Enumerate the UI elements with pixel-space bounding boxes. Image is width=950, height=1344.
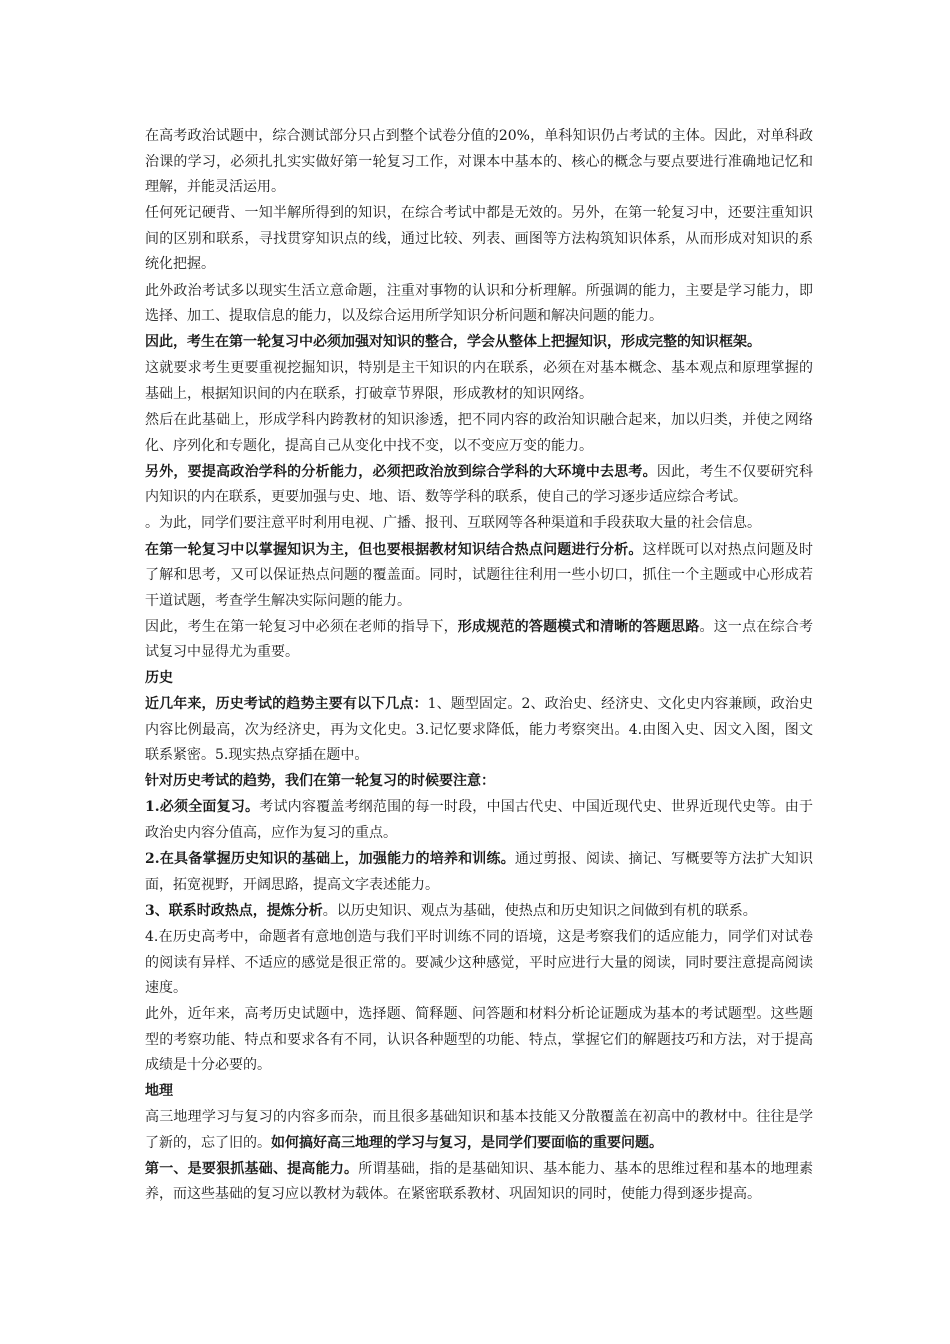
history-paragraph-4-text: 通过剪报、阅读、摘记、写概要等方法扩大知识面，拓宽视野，开阔思路，提高文字表述能力。	[145, 851, 813, 893]
document-body	[145, 124, 813, 1208]
politics-paragraph-10	[145, 615, 813, 666]
politics-paragraph-3: 此外政治考试多以现实生活立意命题，注重对事物的认识和分析理解。所强调的能力，主要是学习能力，即选择、加工、提取信息的能力，以及综合运用所学知识分析问题和解决问题的能力。	[145, 282, 813, 325]
politics-paragraph-9-bold: 在第一轮复习中以掌握知识为主，但也要根据教材知识结合热点问题进行分析。	[145, 541, 643, 558]
politics-paragraph-2: 任何死记硬背、一知半解所得到的知识，在综合考试中都是无效的。另外，在第一轮复习中，还要注重知识间的区别和联系，寻找贯穿知识点的线，通过比较、列表、画图等方法构筑知识体系，从而形成对知识的系统化把握。	[145, 205, 813, 273]
politics-paragraph-5: 这就要求考生更要重视挖掘知识，特别是主干知识的内在联系，必须在对基本概念、基本观点和原理掌握的基础上，根据知识间的内在联系，打破章节界限，形成教材的知识网络。	[145, 360, 813, 402]
history-paragraph-1-text: 1、题型固定。2、政治史、经济史、文化史内容兼顾，政治史内容比例最高，次为经济史，再为文化史。3.记忆要求降低，能力考察突出。4.由图入史、因文入图，图文联系紧密。5.现实热点穿插在题中。	[145, 696, 813, 764]
politics-paragraph-7-bold: 另外，要提高政治学科的分析能力，必须把政治放到综合学科的大环境中去思考。	[145, 463, 657, 480]
geography-paragraph-1	[145, 1105, 813, 1156]
history-paragraph-4	[145, 847, 813, 898]
politics-paragraph-4-bold: 因此，考生在第一轮复习中必须加强对知识的整合，学会从整体上把握知识，形成完整的知识框架。	[145, 334, 761, 351]
politics-paragraph-10-text-a: 因此，考生在第一轮复习中必须在老师的指导下，	[145, 618, 458, 635]
history-heading: 历史	[145, 670, 173, 687]
geography-heading: 地理	[145, 1083, 173, 1100]
geography-paragraph-2-bold: 第一、是要狠抓基础、提高能力。	[145, 1160, 359, 1177]
politics-paragraph-9	[145, 538, 813, 615]
history-paragraph-2	[145, 769, 813, 795]
history-paragraph-1	[145, 692, 813, 769]
geography-paragraph-2-text: 所谓基础，指的是基础知识、基本能力、基本的思维过程和基本的地理素养，而这些基础的复习应以教材为载体。在紧密联系教材、巩固知识的同时，使能力得到逐步提高。	[145, 1160, 814, 1203]
politics-paragraph-4	[145, 330, 813, 356]
history-paragraph-5-bold: 3、联系时政热点，提炼分析	[145, 902, 323, 919]
history-paragraph-5	[145, 899, 813, 925]
politics-paragraph-1: 在高考政治试题中，综合测试部分只占到整个试卷分值的20%，单科知识仍占考试的主体。因此，对单科政治课的学习，必须扎扎实实做好第一轮复习工作，对课本中基本的、核心的概念与要点要进行准确地记忆和理解，并能灵活运用。	[145, 128, 813, 196]
history-paragraph-5-text: 。以历史知识、观点为基础，使热点和历史知识之间做到有机的联系。	[322, 902, 757, 919]
politics-paragraph-10-text-b: 。这一点在综合考试复习中显得尤为重要。	[145, 618, 814, 661]
politics-paragraph-7-text: 因此，考生不仅要研究科内知识的内在联系，更要加强与史、地、语、数等学科的联系，使自己的学习逐步适应综合考试。	[145, 463, 814, 506]
politics-paragraph-10-bold: 形成规范的答题模式和清晰的答题思路	[457, 618, 700, 635]
history-paragraph-3	[145, 795, 813, 846]
history-paragraph-3-bold: 1.必须全面复习。	[145, 799, 260, 816]
geography-paragraph-2	[145, 1157, 813, 1208]
history-paragraph-6: 4.在历史高考中，命题者有意地创造与我们平时训练不同的语境，这是考察我们的适应能力，同学们对试卷的阅读有异样、不适应的感觉是很正常的。要减少这种感觉，平时应进行大量的阅读，同时要注意提高阅读速度。	[145, 928, 813, 997]
geography-paragraph-1-text: 高三地理学习与复习的内容多而杂，而且很多基础知识和基本技能又分散覆盖在初高中的教材中。往往是学了新的，忘了旧的。	[145, 1109, 813, 1151]
history-paragraph-3-text: 考试内容覆盖考纲范围的每一时段，中国古代史、中国近现代史、世界近现代史等。由于政治史内容分值高，应作为复习的重点。	[145, 799, 813, 842]
politics-paragraph-9-text: 这样既可以对热点问题及时了解和思考，又可以保证热点问题的覆盖面。同时，试题往往利用一些小切口，抓住一个主题或中心形成若干道试题，考查学生解决实际问题的能力。	[145, 541, 814, 609]
politics-paragraph-7	[145, 460, 813, 511]
geography-paragraph-1-bold: 如何搞好高三地理的学习与复习，是同学们要面临的重要问题。	[271, 1134, 663, 1151]
history-paragraph-4-bold: 2.在具备掌握历史知识的基础上，加强能力的培养和训练。	[145, 851, 515, 868]
history-paragraph-2-bold: 针对历史考试的趋势，我们在第一轮复习的时候要注意：	[145, 773, 495, 790]
history-paragraph-1-bold: 近几年来，历史考试的趋势主要有以下几点：	[145, 696, 428, 713]
history-paragraph-7: 此外，近年来，高考历史试题中，选择题、简释题、问答题和材料分析论证题成为基本的考试题型。这些题型的考察功能、特点和要求各有不同，认识各种题型的功能、特点，掌握它们的解题技巧和方法，对于提高成绩是十分必要的。	[145, 1006, 813, 1074]
politics-paragraph-6: 然后在此基础上，形成学科内跨教材的知识渗透，把不同内容的政治知识融合起来，加以归类，并使之网络化、序列化和专题化，提高自己从变化中找不变，以不变应万变的能力。	[145, 412, 813, 454]
politics-paragraph-8: 。为此，同学们要注意平时利用电视、广播、报刊、互联网等各种渠道和手段获取大量的社会信息。	[145, 515, 761, 532]
